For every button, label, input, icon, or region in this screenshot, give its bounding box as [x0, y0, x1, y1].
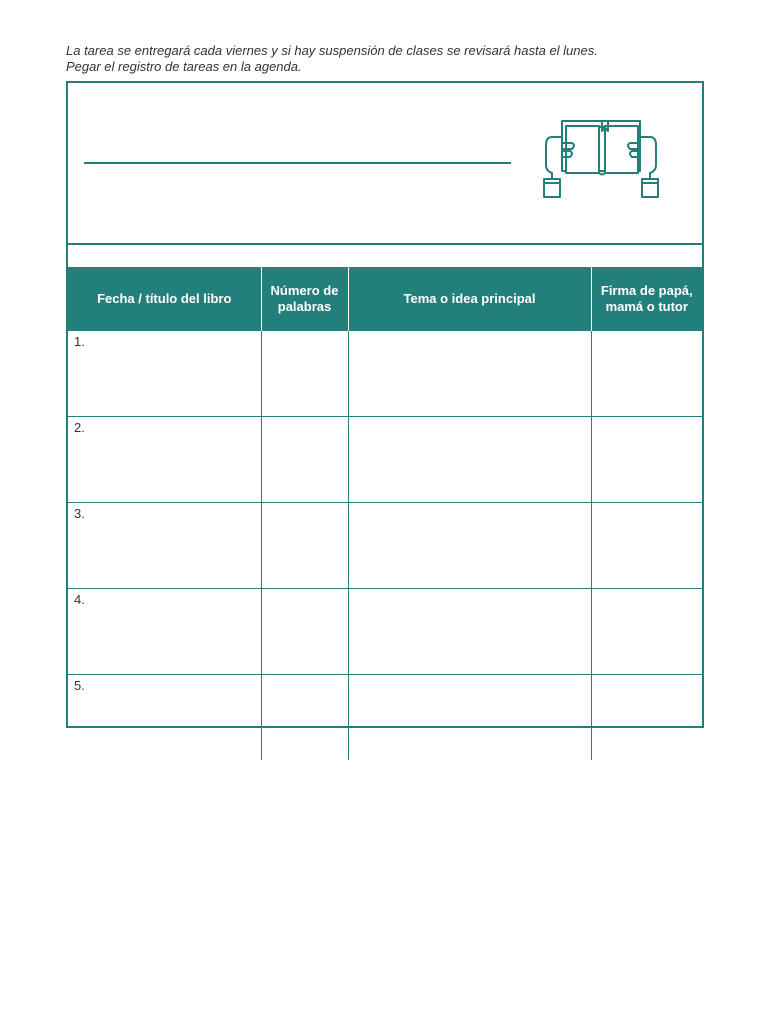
main-idea-cell[interactable] — [348, 331, 591, 417]
row-number-cell[interactable]: 4. — [68, 589, 261, 675]
table-row — [68, 503, 702, 589]
column-header-signature: Firma de papá, mamá o tutor — [591, 267, 702, 331]
word-count-cell[interactable] — [261, 417, 348, 503]
signature-cell[interactable] — [591, 675, 702, 761]
instruction-line-2: Pegar el registro de tareas en la agenda. — [66, 59, 302, 74]
signature-cell[interactable] — [591, 331, 702, 417]
word-count-cell[interactable] — [261, 503, 348, 589]
table-row — [68, 331, 702, 417]
table-row — [68, 417, 702, 503]
main-idea-cell[interactable] — [348, 503, 591, 589]
main-idea-cell[interactable] — [348, 675, 591, 761]
signature-cell[interactable] — [591, 503, 702, 589]
column-header-word-count: Número de palabras — [261, 267, 348, 331]
signature-cell[interactable] — [591, 589, 702, 675]
open-book-icon — [542, 117, 662, 201]
signature-cell[interactable] — [591, 417, 702, 503]
word-count-cell[interactable] — [261, 675, 348, 761]
table-row — [68, 675, 702, 761]
spacer-row — [68, 245, 702, 267]
table-row — [68, 589, 702, 675]
column-header-main-idea: Tema o idea principal — [348, 267, 591, 331]
reading-log-table — [68, 267, 702, 760]
row-number-cell[interactable]: 5. — [68, 675, 261, 761]
instruction-line-1: La tarea se entregará cada viernes y si hay suspensión de clases se revisará hasta el lunes. — [66, 43, 598, 58]
word-count-cell[interactable] — [261, 331, 348, 417]
header-box — [68, 83, 702, 245]
table-header-row — [68, 267, 702, 331]
instructions — [66, 43, 706, 75]
word-count-cell[interactable] — [261, 589, 348, 675]
main-idea-cell[interactable] — [348, 417, 591, 503]
column-header-date-title: Fecha / título del libro — [68, 267, 261, 331]
row-number-cell[interactable]: 1. — [74, 334, 85, 349]
reading-log-frame — [66, 81, 704, 728]
main-idea-cell[interactable] — [348, 589, 591, 675]
row-number-cell[interactable]: 2. — [68, 417, 261, 503]
name-line[interactable] — [84, 162, 511, 164]
row-number-cell[interactable]: 3. — [68, 503, 261, 589]
